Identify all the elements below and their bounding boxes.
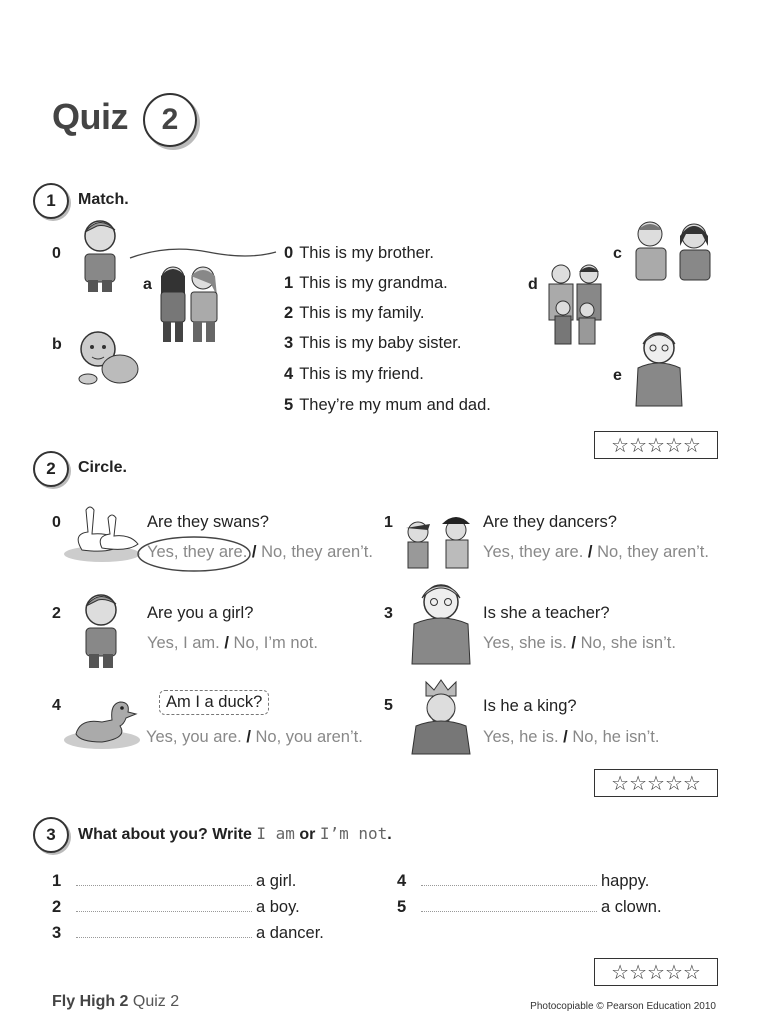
picture-label-d: d	[528, 276, 538, 293]
circle-item-3-question: Is she a teacher?	[483, 604, 610, 622]
king-picture	[408, 676, 474, 756]
answer-blank-5[interactable]	[421, 899, 597, 912]
answer-blank-2[interactable]	[76, 899, 252, 912]
circle-item-5-answers: Yes, he is. / No, he isn’t.	[483, 728, 660, 746]
boy-picture-2	[76, 588, 126, 672]
score-stars-section-1: ☆☆☆☆☆	[594, 431, 718, 459]
swans-picture	[62, 504, 142, 566]
grandma-teacher-picture	[408, 580, 474, 666]
score-stars-section-3: ☆☆☆☆☆	[594, 958, 718, 986]
circle-item-3-answers: Yes, she is. / No, she isn’t.	[483, 634, 676, 652]
circle-item-1-question: Are they dancers?	[483, 513, 617, 531]
answer-blank-3[interactable]	[76, 925, 252, 938]
picture-label-b: b	[52, 336, 62, 353]
circle-item-5-question: Is he a king?	[483, 697, 577, 715]
circle-item-4-answers: Yes, you are. / No, you aren’t.	[146, 728, 363, 746]
section-2-number: 2	[33, 451, 69, 487]
speech-bubble: Am I a duck?	[159, 690, 269, 715]
match-sentence-0: 0 This is my brother.	[284, 244, 434, 262]
write-line-2: 2 a boy.	[52, 898, 300, 916]
circle-item-0-number: 0	[52, 514, 61, 531]
picture-label-e: e	[613, 367, 622, 384]
footer-book-title: Fly High 2 Quiz 2	[52, 993, 180, 1010]
pirates-picture	[398, 510, 480, 570]
score-stars-section-2: ☆☆☆☆☆	[594, 769, 718, 797]
section-3-title: What about you? Write I am or I’m not.	[78, 824, 392, 843]
example-match-line	[128, 244, 278, 264]
circle-item-5-number: 5	[384, 697, 393, 714]
write-line-5: 5 a clown.	[397, 898, 662, 916]
picture-label-a: a	[143, 276, 152, 293]
write-line-3: 3 a dancer.	[52, 924, 324, 942]
friends-picture	[155, 262, 223, 344]
write-line-1: 1 a girl.	[52, 872, 297, 890]
footer-copyright: Photocopiable © Pearson Education 2010	[530, 1001, 716, 1012]
circle-item-2-question: Are you a girl?	[147, 604, 254, 622]
example-answer-circle	[134, 534, 254, 576]
circle-item-1-answers: Yes, they are. / No, they aren’t.	[483, 543, 709, 561]
duck-picture	[62, 694, 142, 752]
answer-blank-4[interactable]	[421, 873, 597, 886]
mum-and-dad-picture	[630, 216, 714, 282]
circle-item-0-answers: Yes, they are. / No, they aren’t.	[147, 543, 373, 561]
section-1-number: 1	[33, 183, 69, 219]
circle-item-1-number: 1	[384, 514, 393, 531]
write-line-4: 4 happy.	[397, 872, 650, 890]
match-sentence-1: 1 This is my grandma.	[284, 274, 448, 292]
answer-blank-1[interactable]	[76, 873, 252, 886]
boy-picture	[75, 214, 125, 294]
match-sentence-5: 5 They’re my mum and dad.	[284, 396, 491, 414]
picture-label-c: c	[613, 245, 622, 262]
quiz-number-badge: 2	[143, 93, 197, 147]
family-picture	[545, 262, 607, 346]
circle-item-3-number: 3	[384, 605, 393, 622]
match-sentence-3: 3 This is my baby sister.	[284, 334, 462, 352]
section-1-title: Match.	[78, 191, 129, 208]
match-sentence-4: 4 This is my friend.	[284, 365, 424, 383]
circle-item-2-number: 2	[52, 605, 61, 622]
baby-picture	[76, 327, 142, 389]
section-2-title: Circle.	[78, 459, 127, 476]
circle-item-4-number: 4	[52, 697, 61, 714]
circle-item-0-question: Are they swans?	[147, 513, 269, 531]
section-3-number: 3	[33, 817, 69, 853]
circle-item-2-answers: Yes, I am. / No, I’m not.	[147, 634, 318, 652]
picture-label-0: 0	[52, 245, 61, 262]
match-sentence-2: 2 This is my family.	[284, 304, 425, 322]
grandma-picture	[630, 328, 688, 408]
page-title: Quiz	[52, 96, 128, 137]
